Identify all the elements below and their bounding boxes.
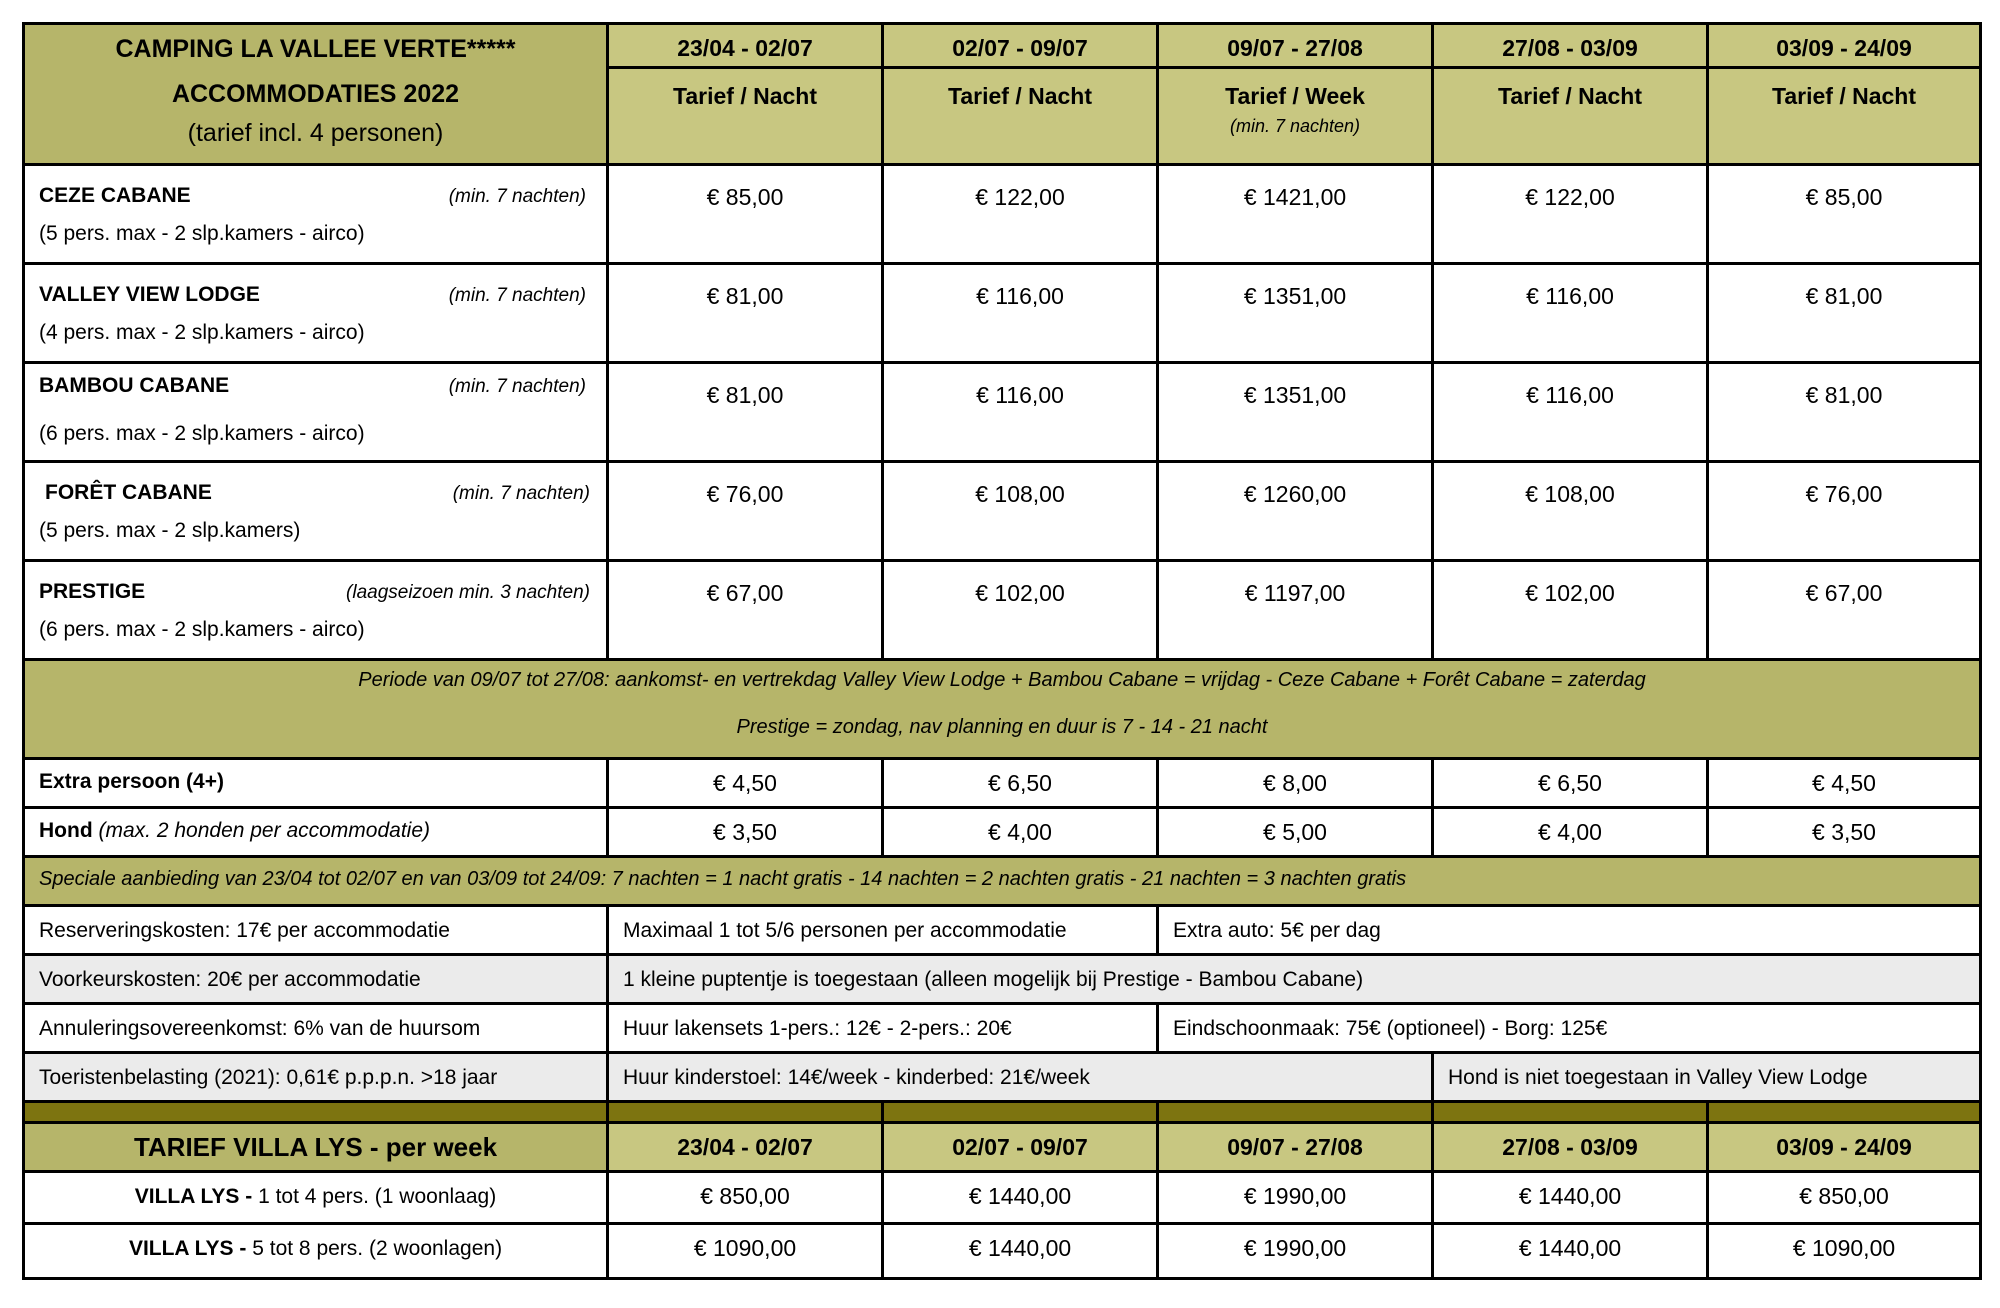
min-nights: (min. 7 nachten) xyxy=(448,376,586,397)
price-cell: € 1260,00 xyxy=(1159,463,1431,559)
extra-person-label: Extra persoon (4+) xyxy=(39,770,224,793)
price-cell: € 116,00 xyxy=(884,265,1156,361)
tourist-tax: Toeristenbelasting (2021): 0,61€ p.p.p.n. >18 jaar xyxy=(25,1054,606,1100)
accommodation-name: VALLEY VIEW LODGE xyxy=(39,283,260,306)
price-cell: € 1421,00 xyxy=(1159,166,1431,262)
price-cell: € 1990,00 xyxy=(1159,1173,1431,1222)
separator-bar xyxy=(1159,1103,1431,1121)
accommodation-details: (5 pers. max - 2 slp.kamers) xyxy=(39,519,301,542)
price-table xyxy=(22,22,1982,1280)
extra-car: Extra auto: 5€ per dag xyxy=(1159,907,1979,953)
period-note-line-1: Periode van 09/07 tot 27/08: aankomst- en vertrekdag Valley View Lodge + Bambou Cabane = vrijdag - Ceze Cabane + Forêt Cabane = zaterdag xyxy=(358,669,1646,691)
tariff-note: (tarief incl. 4 personen) xyxy=(187,119,444,147)
price-cell: € 122,00 xyxy=(884,166,1156,262)
villa-period-4: 27/08 - 03/09 xyxy=(1434,1124,1706,1170)
header-rate-3: Tarief / Week (min. 7 nachten) xyxy=(1159,69,1431,163)
price-cell: € 1440,00 xyxy=(884,1173,1156,1222)
accommodation-name-cell xyxy=(25,166,606,262)
villa-period-3: 09/07 - 27/08 xyxy=(1159,1124,1431,1170)
accommodation-details: (4 pers. max - 2 slp.kamers - airco) xyxy=(39,321,365,344)
price-cell: € 850,00 xyxy=(609,1173,881,1222)
accommodation-details: (6 pers. max - 2 slp.kamers - airco) xyxy=(39,618,365,641)
header-rate-4: Tarief / Nacht xyxy=(1434,69,1706,163)
accommodation-name: FORÊT CABANE xyxy=(45,481,212,504)
price-cell: € 6,50 xyxy=(1434,760,1706,806)
price-cell: € 102,00 xyxy=(1434,562,1706,658)
price-cell: € 67,00 xyxy=(609,562,881,658)
price-cell: € 116,00 xyxy=(1434,364,1706,460)
price-cell: € 1440,00 xyxy=(1434,1173,1706,1222)
price-cell: € 1440,00 xyxy=(1434,1225,1706,1277)
dog-label: Hond xyxy=(39,819,93,842)
price-cell: € 1090,00 xyxy=(1709,1225,1979,1277)
price-cell: € 4,00 xyxy=(884,809,1156,855)
price-cell: € 8,00 xyxy=(1159,760,1431,806)
price-cell: € 1351,00 xyxy=(1159,265,1431,361)
price-cell: € 1090,00 xyxy=(609,1225,881,1277)
max-persons: Maximaal 1 tot 5/6 personen per accommodatie xyxy=(609,907,1156,953)
accommodation-name-cell xyxy=(25,265,606,361)
villa-row-label xyxy=(25,1225,606,1277)
separator-bar xyxy=(1709,1103,1979,1121)
preference-costs: Voorkeurskosten: 20€ per accommodatie xyxy=(25,956,606,1002)
price-cell: € 81,00 xyxy=(609,265,881,361)
separator-bar xyxy=(884,1103,1156,1121)
min-nights: (laagseizoen min. 3 nachten) xyxy=(346,582,590,603)
child-equipment-rental: Huur kinderstoel: 14€/week - kinderbed: 21€/week xyxy=(609,1054,1431,1100)
price-cell: € 85,00 xyxy=(609,166,881,262)
accommodation-name-cell xyxy=(25,562,606,658)
villa-name: VILLA LYS - xyxy=(128,1237,247,1260)
price-cell: € 85,00 xyxy=(1709,166,1979,262)
price-cell: € 81,00 xyxy=(1709,265,1979,361)
price-cell: € 116,00 xyxy=(1434,265,1706,361)
camping-title: CAMPING LA VALLEE VERTE***** xyxy=(115,35,516,63)
accommodation-name: PRESTIGE xyxy=(39,580,146,603)
header-rate-2: Tarief / Nacht xyxy=(884,69,1156,163)
dog-label-note: (max. 2 honden per accommodatie) xyxy=(98,819,430,842)
price-cell: € 1440,00 xyxy=(884,1225,1156,1277)
accommodation-name-cell xyxy=(25,463,606,559)
villa-period-5: 03/09 - 24/09 xyxy=(1709,1124,1979,1170)
accommodation-name: BAMBOU CABANE xyxy=(39,374,230,397)
price-cell: € 76,00 xyxy=(1709,463,1979,559)
dog-label-cell xyxy=(25,809,606,855)
dog-not-allowed-note: Hond is niet toegestaan in Valley View Lodge xyxy=(1434,1054,1979,1100)
cleaning-deposit: Eindschoonmaak: 75€ (optioneel) - Borg: 125€ xyxy=(1159,1005,1979,1051)
separator-bar xyxy=(1434,1103,1706,1121)
extra-person-label-cell xyxy=(25,760,606,806)
header-period-4: 27/08 - 03/09 xyxy=(1434,25,1706,66)
price-cell: € 4,50 xyxy=(609,760,881,806)
price-cell: € 850,00 xyxy=(1709,1173,1979,1222)
price-cell: € 122,00 xyxy=(1434,166,1706,262)
header-period-5: 03/09 - 24/09 xyxy=(1709,25,1979,66)
accommodation-details: (6 pers. max - 2 slp.kamers - airco) xyxy=(39,422,365,445)
reservation-costs: Reserveringskosten: 17€ per accommodatie xyxy=(25,907,606,953)
period-note xyxy=(25,661,1979,757)
header-period-2: 02/07 - 09/07 xyxy=(884,25,1156,66)
small-tent-note: 1 kleine puptentje is toegestaan (alleen mogelijk bij Prestige - Bambou Cabane) xyxy=(609,956,1979,1002)
cancellation-agreement: Annuleringsovereenkomst: 6% van de huursom xyxy=(25,1005,606,1051)
villa-period-2: 02/07 - 09/07 xyxy=(884,1124,1156,1170)
period-note-line-2: Prestige = zondag, nav planning en duur is 7 - 14 - 21 nacht xyxy=(736,716,1268,738)
price-cell: € 6,50 xyxy=(884,760,1156,806)
villa-title-cell xyxy=(25,1124,606,1170)
price-cell: € 76,00 xyxy=(609,463,881,559)
price-cell: € 81,00 xyxy=(1709,364,1979,460)
linen-rental: Huur lakensets 1-pers.: 12€ - 2-pers.: 20€ xyxy=(609,1005,1156,1051)
separator-bar xyxy=(609,1103,881,1121)
header-rate-1: Tarief / Nacht xyxy=(609,69,881,163)
min-nights: (min. 7 nachten) xyxy=(448,186,586,207)
price-cell: € 81,00 xyxy=(609,364,881,460)
price-cell: € 1990,00 xyxy=(1159,1225,1431,1277)
accommodations-subtitle: ACCOMMODATIES 2022 xyxy=(171,80,460,108)
villa-period-1: 23/04 - 02/07 xyxy=(609,1124,881,1170)
min-nights: (min. 7 nachten) xyxy=(448,285,586,306)
header-rate-5: Tarief / Nacht xyxy=(1709,69,1979,163)
special-offer: Speciale aanbieding van 23/04 tot 02/07 en van 03/09 tot 24/09: 7 nachten = 1 nacht gratis - 14 nachten = 2 nachten gratis - 21 nachten = 3 nachten gratis xyxy=(25,858,1979,904)
price-cell: € 3,50 xyxy=(1709,809,1979,855)
min-nights: (min. 7 nachten) xyxy=(452,483,590,504)
header-period-1: 23/04 - 02/07 xyxy=(609,25,881,66)
header-title-cell xyxy=(25,25,606,163)
header-period-3: 09/07 - 27/08 xyxy=(1159,25,1431,66)
price-cell: € 1351,00 xyxy=(1159,364,1431,460)
week-min-note: (min. 7 nachten) xyxy=(1229,116,1361,136)
price-cell: € 116,00 xyxy=(884,364,1156,460)
villa-desc: 5 tot 8 pers. (2 woonlagen) xyxy=(246,1237,503,1260)
price-cell: € 5,00 xyxy=(1159,809,1431,855)
accommodation-details: (5 pers. max - 2 slp.kamers - airco) xyxy=(39,222,365,245)
price-cell: € 108,00 xyxy=(884,463,1156,559)
price-cell: € 4,00 xyxy=(1434,809,1706,855)
villa-row-label xyxy=(25,1173,606,1222)
price-cell: € 3,50 xyxy=(609,809,881,855)
price-cell: € 102,00 xyxy=(884,562,1156,658)
price-cell: € 1197,00 xyxy=(1159,562,1431,658)
accommodation-name: CEZE CABANE xyxy=(39,184,191,207)
villa-title: TARIEF VILLA LYS - per week xyxy=(133,1132,498,1162)
price-cell: € 4,50 xyxy=(1709,760,1979,806)
price-cell: € 108,00 xyxy=(1434,463,1706,559)
accommodation-name-cell xyxy=(25,364,606,460)
price-cell: € 67,00 xyxy=(1709,562,1979,658)
villa-name: VILLA LYS - xyxy=(134,1185,253,1208)
separator-bar xyxy=(25,1103,606,1121)
villa-desc: 1 tot 4 pers. (1 woonlaag) xyxy=(252,1185,497,1208)
